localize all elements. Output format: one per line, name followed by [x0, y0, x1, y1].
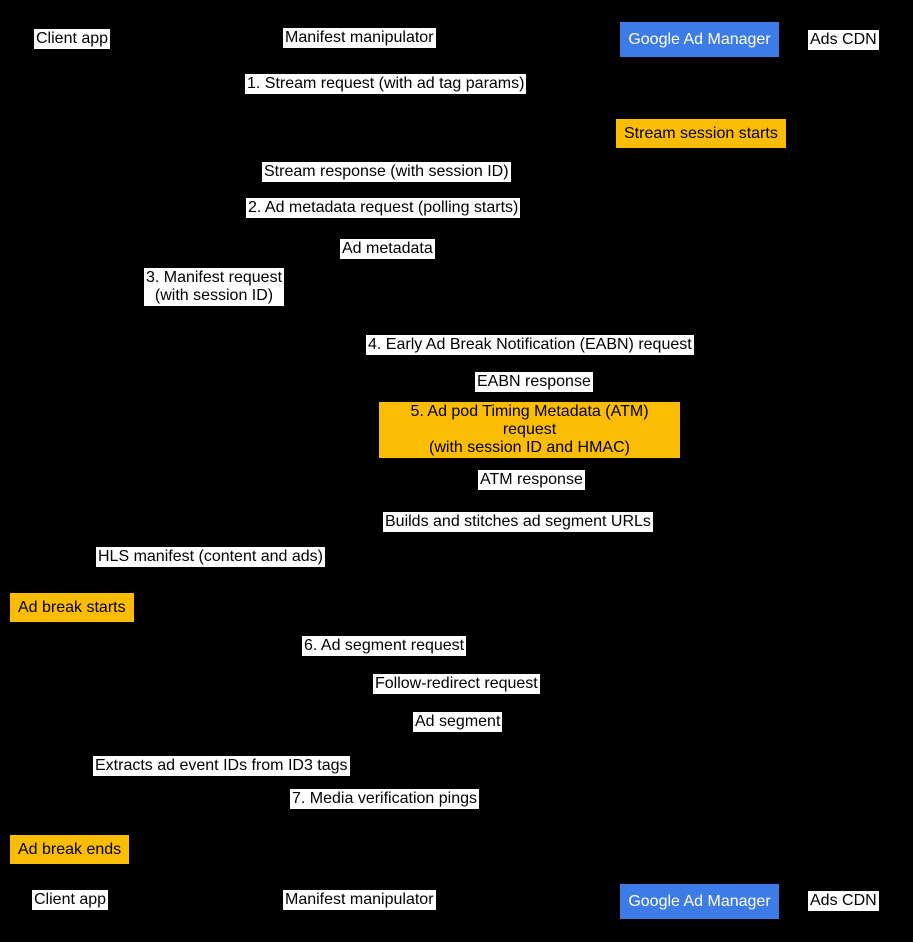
message-3-manifest-request: [144, 268, 284, 306]
message-2-ad-metadata-request: 2. Ad metadata request (polling starts): [248, 199, 519, 216]
message-5-atm-request: [379, 402, 680, 458]
message-3-line2: (with session ID): [154, 287, 274, 304]
message-eabn-response: EABN response: [477, 373, 591, 390]
actor-google-ad-manager-top: Google Ad Manager: [620, 22, 779, 57]
note-stream-session-starts: Stream session starts: [616, 119, 786, 148]
message-follow-redirect-request: Follow-redirect request: [375, 675, 538, 692]
message-stream-response: Stream response (with session ID): [264, 163, 509, 180]
actor-manifest-manipulator-top: Manifest manipulator: [285, 29, 434, 46]
note-ad-break-starts: Ad break starts: [10, 593, 134, 622]
actor-client-app-top: Client app: [36, 30, 109, 47]
note-ad-break-ends: Ad break ends: [10, 835, 129, 864]
message-hls-manifest: HLS manifest (content and ads): [98, 548, 324, 565]
message-ad-segment: Ad segment: [415, 713, 501, 730]
note-extracts-id3-tags: Extracts ad event IDs from ID3 tags: [95, 757, 348, 774]
actor-manifest-manipulator-bottom: Manifest manipulator: [285, 891, 434, 908]
actor-ads-cdn-bottom: Ads CDN: [810, 892, 877, 909]
actor-client-app-bottom: Client app: [34, 891, 107, 908]
message-7-media-verification-pings: 7. Media verification pings: [292, 790, 477, 807]
message-6-ad-segment-request: 6. Ad segment request: [304, 637, 465, 654]
message-1-stream-request: 1. Stream request (with ad tag params): [247, 75, 525, 92]
message-ad-metadata: Ad metadata: [342, 240, 433, 257]
message-atm-response: ATM response: [480, 471, 583, 488]
message-4-eabn-request: 4. Early Ad Break Notification (EABN) request: [368, 336, 692, 353]
message-3-line1: 3. Manifest request: [145, 269, 283, 286]
message-5-line2: (with session ID and HMAC): [429, 439, 630, 456]
actor-google-ad-manager-bottom: Google Ad Manager: [620, 884, 779, 919]
actor-ads-cdn-top: Ads CDN: [810, 31, 877, 48]
message-5-line1: 5. Ad pod Timing Metadata (ATM) request: [410, 403, 649, 438]
note-builds-stitches-urls: Builds and stitches ad segment URLs: [385, 513, 651, 530]
